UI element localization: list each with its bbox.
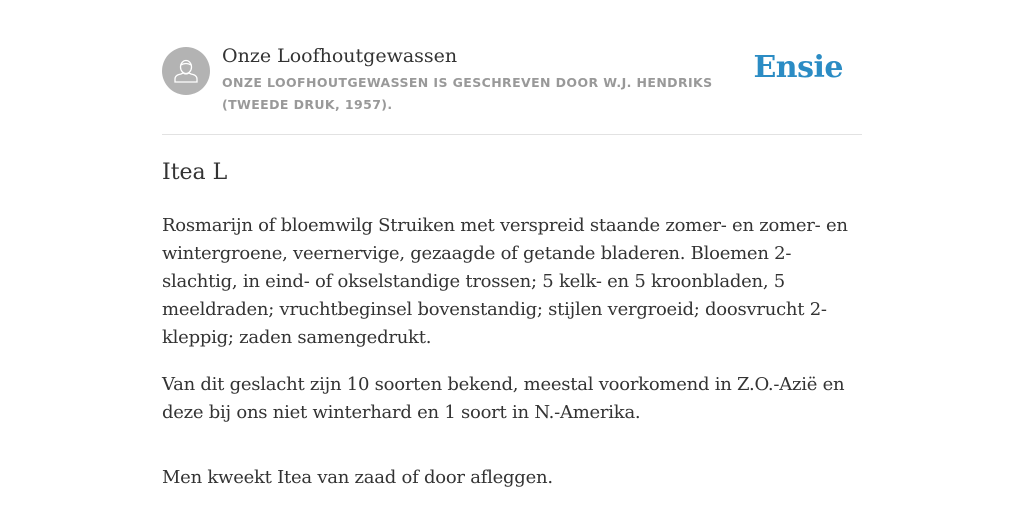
entry-paragraph: Rosmarijn of bloemwilg Struiken met verspreid staande zomer- en zomer- en wintergroene, veernervige, gezaagde of getande bladeren. Bloemen 2-slachtig, in eind- of okselstandige trossen; 5 kelk- en 5 kroonbladen, 5 meeldraden; vruchtbeginsel bovenstandig; stijlen vergroeid; doosvrucht 2-kleppig; zaden samengedrukt. <box>162 215 848 348</box>
entry-body <box>162 212 862 511</box>
entry-title: Itea L <box>162 160 228 185</box>
entry-paragraph: Van dit geslacht zijn 10 soorten bekend, meestal voorkomend in Z.O.-Azië en deze bij ons niet winterhard en 1 soort in N.-Amerika. <box>162 374 845 423</box>
avatar[interactable] <box>162 47 210 95</box>
entry-paragraph: Men kweekt Itea van zaad of door afleggen. <box>162 467 553 488</box>
user-icon <box>162 47 210 95</box>
source-description: ONZE LOOFHOUTGEWASSEN IS GESCHREVEN DOOR W.J. HENDRIKS (TWEEDE DRUK, 1957). <box>222 75 713 112</box>
source-header <box>162 0 862 135</box>
source-title[interactable]: Onze Loofhoutgewassen <box>222 45 458 67</box>
page-container <box>162 0 862 488</box>
ensie-logo[interactable]: Ensie <box>753 50 843 85</box>
